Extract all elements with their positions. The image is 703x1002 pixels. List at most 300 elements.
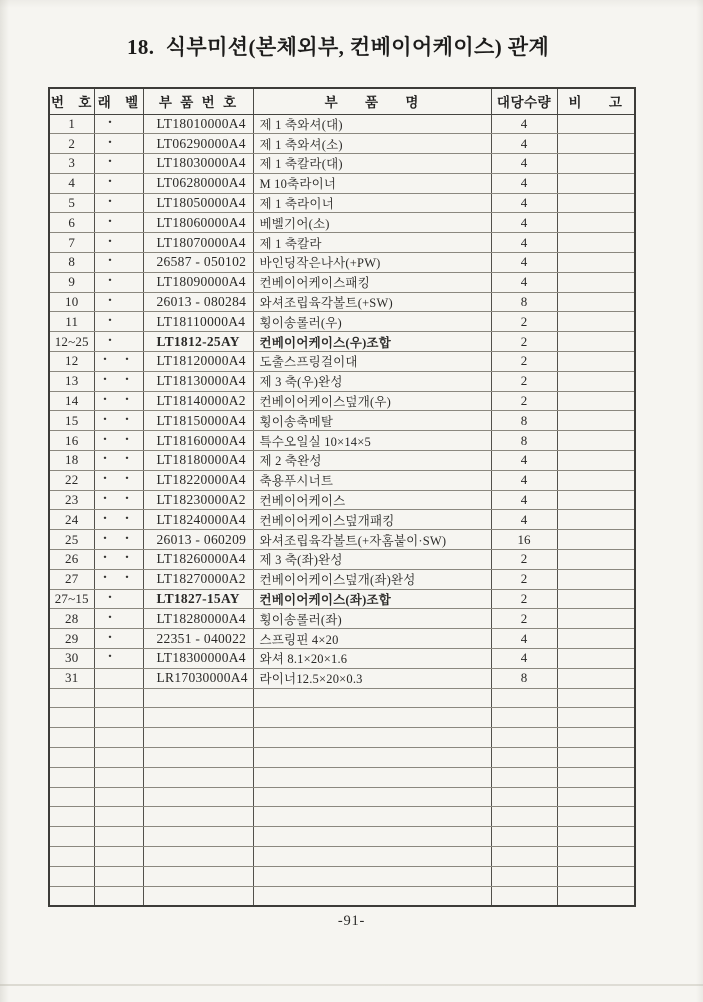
- cell-no: 1: [49, 114, 94, 134]
- table-row: [49, 371, 635, 391]
- level-dot: ·: [107, 589, 113, 606]
- cell-qty: 4: [491, 134, 557, 154]
- cell-level: [94, 213, 143, 233]
- col-header-part-name: 부 품 명: [253, 88, 491, 114]
- cell-qty: [491, 708, 557, 728]
- level-dot: ·: [107, 292, 113, 309]
- cell-no: 7: [49, 233, 94, 253]
- cell-no: 22: [49, 470, 94, 490]
- cell-part-name: 제 1 축와셔(소): [253, 134, 491, 154]
- cell-part-name: 와셔조립육각볼트(+자홈붙이·SW): [253, 530, 491, 550]
- cell-part-name: 컨베이어케이스덮개패킹: [253, 510, 491, 530]
- cell-no: 3: [49, 154, 94, 174]
- cell-no: 27: [49, 569, 94, 589]
- level-dot: ·: [102, 371, 108, 388]
- table-row: [49, 470, 635, 490]
- cell-qty: 4: [491, 649, 557, 669]
- table-row: [49, 807, 635, 827]
- cell-remark: [557, 312, 635, 332]
- cell-no: [49, 748, 94, 768]
- cell-remark: [557, 391, 635, 411]
- table-row: [49, 292, 635, 312]
- cell-part-name: 스프링핀 4×20: [253, 629, 491, 649]
- cell-part-name: [253, 767, 491, 787]
- cell-qty: 4: [491, 272, 557, 292]
- cell-remark: [557, 827, 635, 847]
- cell-no: 26: [49, 550, 94, 570]
- cell-part-number: LT18300000A4: [143, 649, 253, 669]
- cell-qty: 2: [491, 589, 557, 609]
- cell-level: [94, 470, 143, 490]
- cell-qty: 4: [491, 114, 557, 134]
- table-row: [49, 609, 635, 629]
- page-title: 18. 식부미션(본체외부, 컨베이어케이스) 관계: [127, 35, 550, 59]
- cell-remark: [557, 767, 635, 787]
- cell-part-number: LT18150000A4: [143, 411, 253, 431]
- cell-part-number: [143, 688, 253, 708]
- table-row: [49, 728, 635, 748]
- cell-no: 16: [49, 431, 94, 451]
- cell-level: [94, 629, 143, 649]
- cell-no: 5: [49, 193, 94, 213]
- cell-remark: [557, 451, 635, 471]
- cell-qty: 2: [491, 352, 557, 372]
- cell-remark: [557, 787, 635, 807]
- cell-qty: 4: [491, 213, 557, 233]
- level-dot: ·: [124, 371, 130, 388]
- cell-part-name: 도출스프링걸이대: [253, 352, 491, 372]
- cell-no: 18: [49, 451, 94, 471]
- cell-qty: [491, 807, 557, 827]
- level-dot: ·: [107, 312, 113, 329]
- cell-remark: [557, 708, 635, 728]
- level-dot: ·: [124, 549, 130, 566]
- level-dot: ·: [107, 252, 113, 269]
- cell-level: [94, 332, 143, 352]
- cell-part-name: 횡이송롤러(좌): [253, 609, 491, 629]
- level-dot: ·: [102, 549, 108, 566]
- parts-table: [48, 87, 636, 907]
- cell-qty: 4: [491, 193, 557, 213]
- col-header-qty: 대당수량: [491, 88, 557, 114]
- cell-qty: 4: [491, 629, 557, 649]
- cell-level: [94, 530, 143, 550]
- cell-level: [94, 193, 143, 213]
- cell-no: [49, 866, 94, 886]
- cell-level: [94, 866, 143, 886]
- cell-part-number: [143, 708, 253, 728]
- table-row: [49, 411, 635, 431]
- cell-part-name: 베벨기어(소): [253, 213, 491, 233]
- cell-no: 14: [49, 391, 94, 411]
- cell-part-number: LT06290000A4: [143, 134, 253, 154]
- cell-no: 25: [49, 530, 94, 550]
- cell-no: [49, 728, 94, 748]
- cell-part-name: 컨베이어케이스(좌)조합: [253, 589, 491, 609]
- cell-part-name: [253, 827, 491, 847]
- cell-level: [94, 490, 143, 510]
- cell-part-number: 26013 - 060209: [143, 530, 253, 550]
- cell-no: [49, 846, 94, 866]
- cell-no: 12: [49, 352, 94, 372]
- cell-remark: [557, 807, 635, 827]
- table-row: [49, 827, 635, 847]
- cell-part-name: 제 1 축라이너: [253, 193, 491, 213]
- cell-qty: [491, 827, 557, 847]
- table-row: [49, 846, 635, 866]
- cell-part-name: 축용푸시너트: [253, 470, 491, 490]
- cell-no: 13: [49, 371, 94, 391]
- cell-part-number: [143, 767, 253, 787]
- table-row: [49, 253, 635, 273]
- cell-level: [94, 688, 143, 708]
- cell-remark: [557, 371, 635, 391]
- cell-remark: [557, 253, 635, 273]
- level-dot: ·: [102, 430, 108, 447]
- cell-no: 10: [49, 292, 94, 312]
- cell-no: 6: [49, 213, 94, 233]
- cell-level: [94, 886, 143, 906]
- cell-level: [94, 728, 143, 748]
- cell-part-name: 제 1 축와셔(대): [253, 114, 491, 134]
- level-dot: ·: [107, 272, 113, 289]
- cell-remark: [557, 609, 635, 629]
- cell-remark: [557, 134, 635, 154]
- cell-part-name: [253, 787, 491, 807]
- cell-remark: [557, 352, 635, 372]
- cell-part-number: LT18120000A4: [143, 352, 253, 372]
- table-row: [49, 589, 635, 609]
- cell-level: [94, 589, 143, 609]
- cell-part-name: 제 3 축(우)완성: [253, 371, 491, 391]
- cell-part-name: 컨베이어케이스(우)조합: [253, 332, 491, 352]
- cell-part-name: 제 2 축완성: [253, 451, 491, 471]
- cell-part-number: LT18030000A4: [143, 154, 253, 174]
- table-row: [49, 431, 635, 451]
- table-header-row: [49, 88, 635, 114]
- cell-part-number: LT18160000A4: [143, 431, 253, 451]
- table-row: [49, 569, 635, 589]
- cell-level: [94, 550, 143, 570]
- table-row: [49, 490, 635, 510]
- cell-qty: 4: [491, 253, 557, 273]
- cell-remark: [557, 411, 635, 431]
- cell-level: [94, 609, 143, 629]
- table-row: [49, 787, 635, 807]
- cell-level: [94, 807, 143, 827]
- table-row: [49, 629, 635, 649]
- cell-remark: [557, 748, 635, 768]
- cell-part-number: LT18010000A4: [143, 114, 253, 134]
- cell-qty: [491, 886, 557, 906]
- cell-part-name: 컨베이어케이스패킹: [253, 272, 491, 292]
- cell-part-number: 22351 - 040022: [143, 629, 253, 649]
- table-row: [49, 748, 635, 768]
- level-dot: ·: [102, 391, 108, 408]
- cell-qty: 4: [491, 470, 557, 490]
- cell-level: [94, 748, 143, 768]
- cell-part-number: [143, 827, 253, 847]
- cell-level: [94, 173, 143, 193]
- cell-remark: [557, 173, 635, 193]
- cell-part-name: 횡이송축메탈: [253, 411, 491, 431]
- level-dot: ·: [124, 391, 130, 408]
- level-dot: ·: [107, 628, 113, 645]
- cell-level: [94, 767, 143, 787]
- cell-no: 31: [49, 668, 94, 688]
- cell-remark: [557, 292, 635, 312]
- cell-part-number: LT18180000A4: [143, 451, 253, 471]
- cell-remark: [557, 114, 635, 134]
- cell-part-number: LT1827-15AY: [143, 589, 253, 609]
- cell-remark: [557, 668, 635, 688]
- cell-qty: [491, 748, 557, 768]
- cell-part-number: [143, 866, 253, 886]
- cell-qty: 2: [491, 550, 557, 570]
- cell-remark: [557, 569, 635, 589]
- cell-remark: [557, 272, 635, 292]
- table-row: [49, 767, 635, 787]
- cell-part-number: LT18130000A4: [143, 371, 253, 391]
- cell-remark: [557, 233, 635, 253]
- cell-no: 24: [49, 510, 94, 530]
- level-dot: ·: [107, 133, 113, 150]
- cell-qty: 4: [491, 451, 557, 471]
- cell-part-number: [143, 886, 253, 906]
- cell-part-name: 컨베이어케이스덮개(좌)완성: [253, 569, 491, 589]
- cell-part-name: [253, 688, 491, 708]
- cell-part-name: 컨베이어케이스덮개(우): [253, 391, 491, 411]
- cell-qty: 4: [491, 233, 557, 253]
- cell-qty: 8: [491, 668, 557, 688]
- cell-part-name: 와셔 8.1×20×1.6: [253, 649, 491, 669]
- cell-no: [49, 807, 94, 827]
- cell-level: [94, 154, 143, 174]
- cell-part-name: [253, 807, 491, 827]
- cell-part-number: [143, 748, 253, 768]
- level-dot: ·: [102, 569, 108, 586]
- table-row: [49, 332, 635, 352]
- cell-part-number: LT18140000A2: [143, 391, 253, 411]
- cell-remark: [557, 688, 635, 708]
- cell-qty: 16: [491, 530, 557, 550]
- cell-remark: [557, 589, 635, 609]
- cell-part-number: LT18270000A2: [143, 569, 253, 589]
- level-dot: ·: [102, 510, 108, 527]
- level-dot: ·: [124, 351, 130, 368]
- level-dot: ·: [124, 470, 130, 487]
- cell-remark: [557, 530, 635, 550]
- table-row: [49, 173, 635, 193]
- cell-no: 9: [49, 272, 94, 292]
- cell-no: 27~15: [49, 589, 94, 609]
- cell-part-name: 특수오일실 10×14×5: [253, 431, 491, 451]
- level-dot: ·: [124, 490, 130, 507]
- level-dot: ·: [124, 569, 130, 586]
- level-dot: ·: [102, 450, 108, 467]
- cell-part-name: 제 1 축칼라(대): [253, 154, 491, 174]
- cell-part-name: 횡이송롤러(우): [253, 312, 491, 332]
- cell-level: [94, 827, 143, 847]
- level-dot: ·: [107, 114, 113, 131]
- cell-part-name: 와셔조립육각볼트(+SW): [253, 292, 491, 312]
- cell-part-name: M 10축라이너: [253, 173, 491, 193]
- cell-level: [94, 371, 143, 391]
- level-dot: ·: [107, 173, 113, 190]
- table-header: [49, 88, 635, 114]
- cell-remark: [557, 886, 635, 906]
- cell-no: [49, 787, 94, 807]
- cell-remark: [557, 490, 635, 510]
- cell-part-number: LT18090000A4: [143, 272, 253, 292]
- cell-part-number: LR17030000A4: [143, 668, 253, 688]
- table-row: [49, 866, 635, 886]
- cell-no: 12~25: [49, 332, 94, 352]
- level-dot: ·: [102, 411, 108, 428]
- cell-level: [94, 352, 143, 372]
- cell-level: [94, 846, 143, 866]
- cell-no: 2: [49, 134, 94, 154]
- cell-remark: [557, 629, 635, 649]
- cell-part-number: LT18220000A4: [143, 470, 253, 490]
- table-row: [49, 886, 635, 906]
- cell-qty: 4: [491, 490, 557, 510]
- table-row: [49, 272, 635, 292]
- cell-level: [94, 668, 143, 688]
- col-header-part-number: 부 품 번 호: [143, 88, 253, 114]
- cell-level: [94, 292, 143, 312]
- cell-no: [49, 708, 94, 728]
- level-dot: ·: [102, 490, 108, 507]
- cell-qty: 8: [491, 411, 557, 431]
- cell-remark: [557, 213, 635, 233]
- cell-part-number: 26587 - 050102: [143, 253, 253, 273]
- cell-qty: [491, 728, 557, 748]
- cell-part-name: 컨베이어케이스: [253, 490, 491, 510]
- cell-no: 11: [49, 312, 94, 332]
- cell-no: 4: [49, 173, 94, 193]
- cell-part-number: [143, 846, 253, 866]
- page-number: -91-: [337, 913, 366, 929]
- cell-qty: 8: [491, 431, 557, 451]
- level-dot: ·: [102, 529, 108, 546]
- cell-part-name: [253, 708, 491, 728]
- table-row: [49, 134, 635, 154]
- cell-part-number: LT18240000A4: [143, 510, 253, 530]
- cell-part-number: LT18110000A4: [143, 312, 253, 332]
- cell-level: [94, 391, 143, 411]
- cell-level: [94, 114, 143, 134]
- cell-part-name: [253, 748, 491, 768]
- table-row: [49, 451, 635, 471]
- cell-no: 29: [49, 629, 94, 649]
- cell-remark: [557, 332, 635, 352]
- cell-remark: [557, 728, 635, 748]
- cell-part-number: LT18260000A4: [143, 550, 253, 570]
- col-header-level: 래 벨: [94, 88, 143, 114]
- cell-no: 23: [49, 490, 94, 510]
- level-dot: ·: [107, 648, 113, 665]
- cell-no: 8: [49, 253, 94, 273]
- table-row: [49, 708, 635, 728]
- cell-qty: [491, 866, 557, 886]
- cell-level: [94, 134, 143, 154]
- table-row: [49, 688, 635, 708]
- cell-level: [94, 787, 143, 807]
- level-dot: ·: [107, 213, 113, 230]
- cell-part-name: [253, 846, 491, 866]
- col-header-remark: 비 고: [557, 88, 635, 114]
- cell-part-name: [253, 866, 491, 886]
- cell-qty: [491, 688, 557, 708]
- cell-remark: [557, 470, 635, 490]
- cell-part-name: 바인딩작은나사(+PW): [253, 253, 491, 273]
- cell-qty: 2: [491, 371, 557, 391]
- table-row: [49, 649, 635, 669]
- cell-no: 15: [49, 411, 94, 431]
- level-dot: ·: [107, 609, 113, 626]
- cell-no: [49, 767, 94, 787]
- cell-level: [94, 649, 143, 669]
- cell-no: [49, 886, 94, 906]
- level-dot: ·: [102, 351, 108, 368]
- level-dot: ·: [124, 411, 130, 428]
- cell-qty: 2: [491, 569, 557, 589]
- cell-qty: 4: [491, 173, 557, 193]
- cell-part-number: [143, 807, 253, 827]
- cell-part-name: [253, 728, 491, 748]
- cell-level: [94, 312, 143, 332]
- cell-part-number: LT18230000A2: [143, 490, 253, 510]
- level-dot: ·: [102, 470, 108, 487]
- cell-remark: [557, 550, 635, 570]
- table-row: [49, 114, 635, 134]
- table-row: [49, 352, 635, 372]
- cell-part-number: LT18050000A4: [143, 193, 253, 213]
- cell-part-name: 제 1 축칼라: [253, 233, 491, 253]
- table-row: [49, 233, 635, 253]
- cell-qty: 8: [491, 292, 557, 312]
- cell-part-number: LT06280000A4: [143, 173, 253, 193]
- cell-no: [49, 827, 94, 847]
- cell-remark: [557, 846, 635, 866]
- cell-no: 28: [49, 609, 94, 629]
- cell-part-number: [143, 728, 253, 748]
- cell-part-name: 제 3 축(좌)완성: [253, 550, 491, 570]
- level-dot: ·: [124, 450, 130, 467]
- cell-qty: 4: [491, 154, 557, 174]
- cell-level: [94, 431, 143, 451]
- table-row: [49, 510, 635, 530]
- cell-remark: [557, 510, 635, 530]
- level-dot: ·: [107, 232, 113, 249]
- cell-part-number: LT1812-25AY: [143, 332, 253, 352]
- level-dot: ·: [124, 510, 130, 527]
- level-dot: ·: [107, 153, 113, 170]
- cell-qty: 2: [491, 391, 557, 411]
- cell-level: [94, 272, 143, 292]
- cell-qty: [491, 787, 557, 807]
- table-body: [49, 114, 635, 906]
- cell-part-number: [143, 787, 253, 807]
- cell-part-number: LT18070000A4: [143, 233, 253, 253]
- cell-no: [49, 688, 94, 708]
- cell-remark: [557, 193, 635, 213]
- cell-part-name: [253, 886, 491, 906]
- cell-part-number: LT18280000A4: [143, 609, 253, 629]
- cell-part-number: LT18060000A4: [143, 213, 253, 233]
- table-row: [49, 668, 635, 688]
